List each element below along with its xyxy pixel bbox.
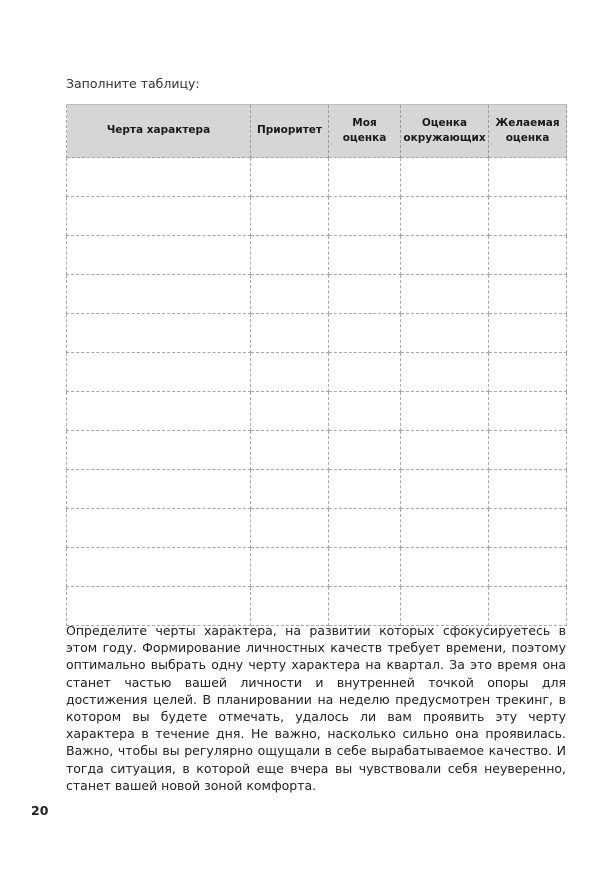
table-cell[interactable] [329,587,401,626]
table-row [67,587,567,626]
table-row [67,548,567,587]
table-cell[interactable] [329,470,401,509]
table-cell[interactable] [401,197,489,236]
table-row [67,275,567,314]
table-row [67,431,567,470]
table-cell[interactable] [489,197,567,236]
table-cell[interactable] [401,275,489,314]
table-cell[interactable] [329,431,401,470]
table-cell[interactable] [329,314,401,353]
character-traits-table [66,104,567,626]
table-cell[interactable] [251,587,329,626]
table-cell[interactable] [67,509,251,548]
header-desired-rating: Желаемая оценка [489,105,567,158]
table-cell[interactable] [489,392,567,431]
table-cell[interactable] [401,353,489,392]
table-cell[interactable] [251,509,329,548]
table-cell[interactable] [67,431,251,470]
table-cell[interactable] [489,236,567,275]
header-trait: Черта характера [67,105,251,158]
table-row [67,470,567,509]
table-cell[interactable] [489,431,567,470]
table-cell[interactable] [251,314,329,353]
table-cell[interactable] [251,197,329,236]
header-priority: Приоритет [251,105,329,158]
table-row [67,314,567,353]
table-cell[interactable] [401,587,489,626]
table-cell[interactable] [67,197,251,236]
table-cell[interactable] [329,275,401,314]
table-cell[interactable] [489,587,567,626]
table-cell[interactable] [251,353,329,392]
table-cell[interactable] [329,548,401,587]
table-cell[interactable] [251,470,329,509]
table-cell[interactable] [489,509,567,548]
page-number: 20 [31,803,49,818]
table-cell[interactable] [401,392,489,431]
table-row [67,509,567,548]
table-cell[interactable] [401,236,489,275]
table-cell[interactable] [67,314,251,353]
table-cell[interactable] [401,158,489,197]
table-cell[interactable] [251,431,329,470]
header-others-rating: Оценка окружающих [401,105,489,158]
table-cell[interactable] [67,548,251,587]
header-my-rating: Моя оценка [329,105,401,158]
body-paragraph: Определите черты характера, на развитии которых сфокусируетесь в этом году. Формирование личностных качеств требует времени, поэтому оптимально выбрать одну черту характера на квартал. За это время она станет частью вашей личности и внутренней точкой опоры для достижения целей. В планировании на неделю предусмотрен трекинг, в котором вы будете отмечать, удалось ли вам проявить эту черту характера в течение дня. Не важно, насколько сильно она проявилась. Важно, чтобы вы регулярно ощущали в себе вырабатываемое качество. И тогда ситуация, в которой еще вчера вы чувствовали себя неуверенно, станет вашей новой зоной комфорта. [66,623,566,793]
table-cell[interactable] [489,314,567,353]
table-row [67,236,567,275]
table-cell[interactable] [251,236,329,275]
table-cell[interactable] [67,392,251,431]
table-cell[interactable] [251,548,329,587]
table-row [67,353,567,392]
table-cell[interactable] [489,470,567,509]
table-cell[interactable] [401,314,489,353]
table-cell[interactable] [67,158,251,197]
table-cell[interactable] [401,509,489,548]
table-row [67,197,567,236]
table-instruction: Заполните таблицу: [66,76,200,91]
table-cell[interactable] [251,275,329,314]
table-header-row [67,105,567,158]
table-cell[interactable] [401,431,489,470]
table-cell[interactable] [67,587,251,626]
table-cell[interactable] [67,353,251,392]
table-row [67,158,567,197]
table-cell[interactable] [67,470,251,509]
table-cell[interactable] [329,353,401,392]
table-cell[interactable] [251,392,329,431]
table-cell[interactable] [489,275,567,314]
table-cell[interactable] [329,197,401,236]
table-cell[interactable] [329,509,401,548]
table-row [67,392,567,431]
table-cell[interactable] [489,158,567,197]
table-cell[interactable] [251,158,329,197]
table-cell[interactable] [329,392,401,431]
table-cell[interactable] [67,275,251,314]
table-cell[interactable] [329,236,401,275]
table-cell[interactable] [67,236,251,275]
table-cell[interactable] [329,158,401,197]
table-cell[interactable] [489,353,567,392]
table-cell[interactable] [489,548,567,587]
table-cell[interactable] [401,548,489,587]
table-cell[interactable] [401,470,489,509]
